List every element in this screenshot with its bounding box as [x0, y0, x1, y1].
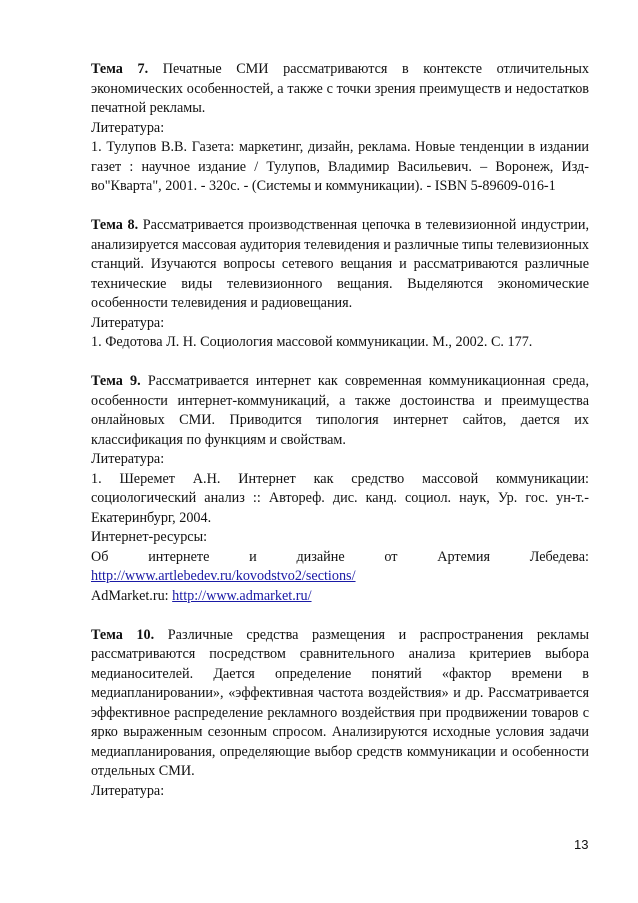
topic-7-paragraph	[91, 60, 589, 119]
topic-9-title: Тема 9.	[91, 373, 141, 389]
artlebedev-link[interactable]: http://www.artlebedev.ru/kovodstvo2/sections/	[91, 568, 356, 584]
topic-9-resources-label: Интернет-ресурсы:	[91, 529, 208, 545]
topic-10-title: Тема 10.	[91, 626, 155, 643]
page-number: 13	[574, 837, 589, 852]
resource-1-word: интернете	[148, 548, 210, 565]
topic-10-paragraph	[91, 626, 589, 782]
document-page	[91, 60, 589, 821]
admarket-link[interactable]: http://www.admarket.ru/	[172, 587, 312, 604]
resource-1-word: дизайне	[296, 548, 345, 565]
topic-10-text: Различные средства размещения и распространения рекламы рассматриваются посредством сравнительного анализа критериев выбора медианосителей. Дается определение понятий «фактор времени в медиапланировании», «эффективная частота воздействия» и др. Рассматривается эффективное распределение рекламного воздействия при продвижении товаров с ярко выраженным сезонным спросом. Анализируются исходные условия задачи медиапланирования, определяющие выбор средств коммуникации и особенности отдельных СМИ.	[91, 626, 590, 779]
resource-1-word: Лебедева:	[529, 548, 589, 565]
topic-9-literature-item-1: 1. Шеремет А.Н. Интернет как средство массовой коммуникации: социологический анализ :: Автореф. дис. канд. социол. наук, Ур. гос. ун-т.- Екатеринбург, 2004.	[91, 470, 589, 526]
resource-1-word: от	[384, 548, 398, 565]
topic-7-title: Тема 7.	[91, 61, 149, 77]
topic-8-title: Тема 8.	[91, 217, 139, 233]
topic-9-text: Рассматривается интернет как современная коммуникационная среда, особенности интернет-коммуникаций, а также достоинства и преимущества онлайновых СМИ. Приводится типология интернет сайтов, дается их классификация по функциям и свойствам.	[91, 373, 589, 448]
topic-9-paragraph	[91, 372, 589, 450]
resource-1-word: Об	[91, 548, 109, 565]
topic-9-resource-2-line	[91, 587, 589, 607]
admarket-label: AdMarket.ru:	[91, 587, 173, 604]
topic-8-literature-item-1: 1. Федотова Л. Н. Социология массовой коммуникации. М., 2002. С. 177.	[91, 334, 533, 350]
topic-10-literature-label: Литература:	[91, 782, 165, 799]
topic-8-literature-label: Литература:	[91, 314, 165, 331]
topic-7-section	[91, 60, 589, 197]
topic-8-text: Рассматривается производственная цепочка в телевизионной индустрии, анализируется массовая аудитория телевидения и различные типы телевизионных станций. Изучаются вопросы сетевого вещания и рассматриваются различные технические виды телевизионного вещания. Выделяются экономические особенности телевидения и радиовещания.	[91, 217, 589, 311]
topic-9-literature-label: Литература:	[91, 451, 165, 467]
topic-8-paragraph	[91, 216, 589, 314]
topic-8-section	[91, 216, 589, 353]
resource-1-word: Артемия	[437, 548, 490, 565]
topic-7-text: Печатные СМИ рассматриваются в контексте отличительных экономических особенностей, а также с точки зрения преимуществ и недостатков печатной рекламы.	[91, 61, 590, 116]
topic-7-literature-item-1: 1. Тулупов В.В. Газета: маркетинг, дизайн, реклама. Новые тенденции в издании газет : научное издание / Тулупов, Владимир Васильевич. – Воронеж, Изд-во"Кварта", 2001. - 320с. - (Системы и коммуникации). - ISBN 5-89609-016-1	[91, 139, 589, 194]
topic-9-section	[91, 372, 589, 606]
topic-7-literature-label: Литература:	[91, 119, 165, 136]
resource-1-word: и	[249, 548, 257, 565]
topic-9-resource-1-description	[91, 548, 589, 568]
topic-9-resource-1-line	[91, 567, 589, 587]
topic-10-section	[91, 626, 589, 802]
